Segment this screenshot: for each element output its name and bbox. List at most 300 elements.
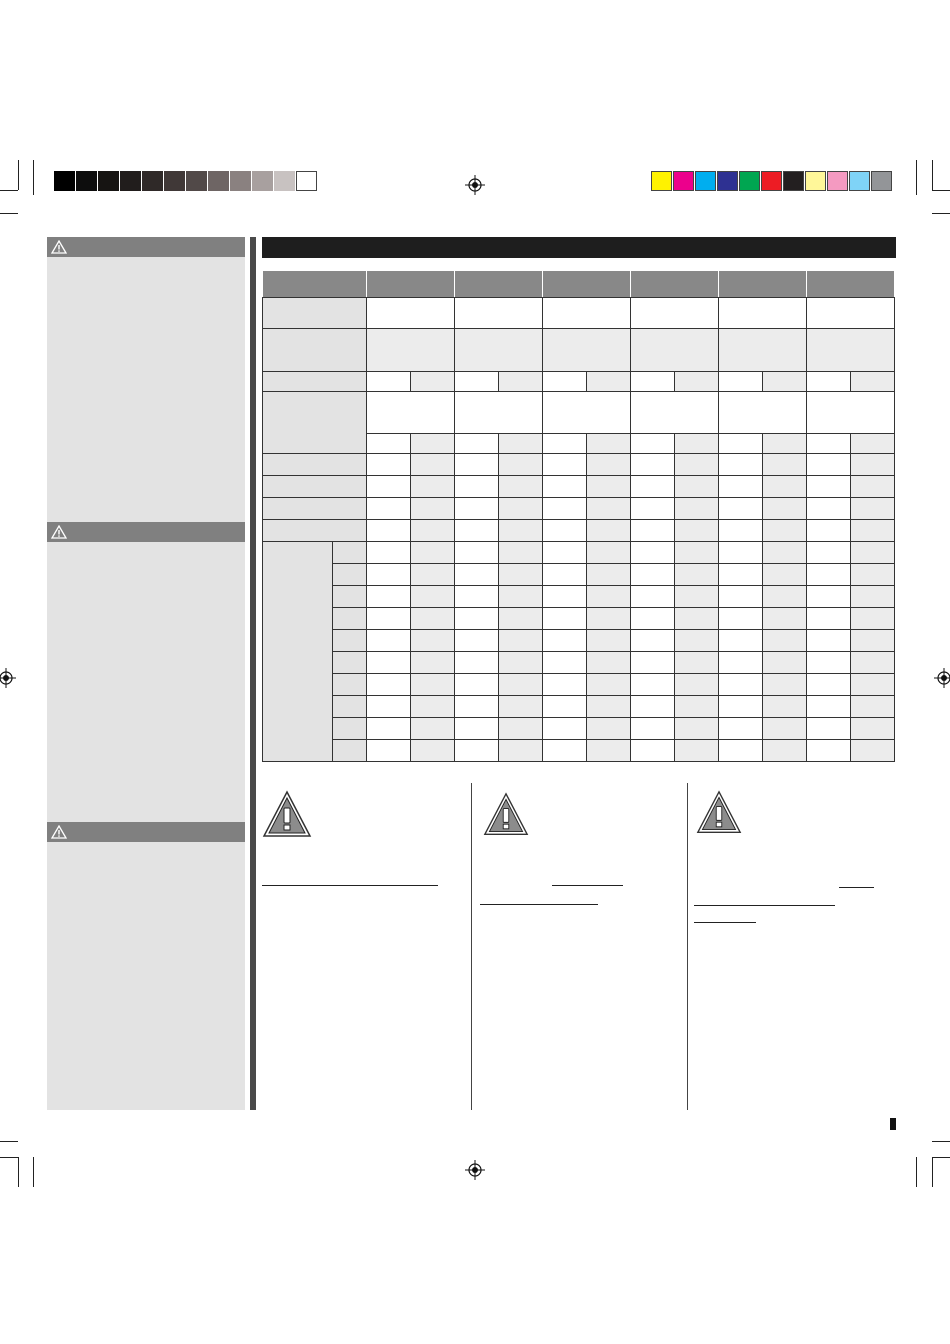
table-cell <box>455 434 499 454</box>
table-cell <box>333 608 367 630</box>
registration-mark-icon <box>934 668 950 688</box>
table-cell <box>367 564 411 586</box>
table-cell <box>763 372 807 392</box>
table-cell <box>499 718 543 740</box>
table-cell <box>675 608 719 630</box>
table-cell <box>763 586 807 608</box>
table-cell <box>763 740 807 762</box>
table-cell <box>763 674 807 696</box>
table-cell <box>587 476 631 498</box>
table-cell <box>763 564 807 586</box>
table-cell <box>807 652 851 674</box>
table-cell <box>807 392 895 434</box>
table-cell <box>807 542 851 564</box>
registration-mark-icon <box>465 1160 485 1180</box>
color-swatch <box>142 171 163 191</box>
table-cell <box>631 271 719 298</box>
table-cell <box>543 454 587 476</box>
table-cell <box>807 696 851 718</box>
table-cell <box>807 271 895 298</box>
column-divider <box>687 783 688 1110</box>
table-cell <box>719 608 763 630</box>
table-cell <box>807 674 851 696</box>
table-cell <box>631 608 675 630</box>
table-cell <box>543 564 587 586</box>
table-cell <box>719 298 807 329</box>
table-cell <box>499 454 543 476</box>
table-cell <box>499 740 543 762</box>
warning-triangle-icon <box>481 792 531 838</box>
table-cell <box>543 392 631 434</box>
table-cell <box>499 372 543 392</box>
table-cell <box>807 718 851 740</box>
table-cell <box>675 718 719 740</box>
table-cell <box>455 329 543 372</box>
crop-mark <box>0 1141 18 1142</box>
table-cell <box>631 476 675 498</box>
table-cell <box>719 740 763 762</box>
table-cell <box>263 298 367 329</box>
table-row <box>263 718 895 740</box>
table-cell <box>367 542 411 564</box>
table-cell <box>631 372 675 392</box>
table-row <box>263 696 895 718</box>
table-cell <box>411 740 455 762</box>
table-cell <box>411 434 455 454</box>
table-cell <box>631 434 675 454</box>
table-row <box>263 271 895 298</box>
color-swatch <box>849 171 870 191</box>
table-cell <box>367 498 411 520</box>
table-cell <box>263 542 333 762</box>
table-cell <box>851 476 895 498</box>
table-cell <box>543 630 587 652</box>
table-cell <box>851 696 895 718</box>
table-cell <box>851 542 895 564</box>
table-cell <box>807 608 851 630</box>
table-cell <box>455 674 499 696</box>
crop-mark <box>18 1157 19 1187</box>
table-row <box>263 454 895 476</box>
table-cell <box>631 696 675 718</box>
table-cell <box>367 392 455 434</box>
color-swatch <box>54 171 75 191</box>
table-cell <box>587 674 631 696</box>
table-cell <box>675 520 719 542</box>
table-cell <box>675 696 719 718</box>
crop-mark <box>932 190 950 191</box>
table-cell <box>367 652 411 674</box>
table-cell <box>719 718 763 740</box>
table-row <box>263 608 895 630</box>
table-cell <box>851 372 895 392</box>
table-cell <box>499 434 543 454</box>
table-cell <box>763 630 807 652</box>
table-cell <box>851 586 895 608</box>
table-cell <box>411 454 455 476</box>
table-cell <box>719 271 807 298</box>
table-cell <box>543 718 587 740</box>
underline <box>552 885 623 886</box>
table-cell <box>499 498 543 520</box>
table-cell <box>333 696 367 718</box>
table-cell <box>719 520 763 542</box>
table-cell <box>333 740 367 762</box>
table-row <box>263 564 895 586</box>
table-cell <box>719 674 763 696</box>
color-swatch <box>208 171 229 191</box>
table-cell <box>763 652 807 674</box>
table-cell <box>587 696 631 718</box>
table-cell <box>675 630 719 652</box>
table-cell <box>411 674 455 696</box>
table-cell <box>367 608 411 630</box>
crop-mark <box>932 1157 950 1158</box>
table-cell <box>807 298 895 329</box>
table-cell <box>587 434 631 454</box>
color-swatch <box>761 171 782 191</box>
table-cell <box>587 630 631 652</box>
underline <box>694 905 835 906</box>
crop-mark <box>916 160 917 195</box>
color-swatch <box>120 171 141 191</box>
table-cell <box>807 476 851 498</box>
table-cell <box>455 608 499 630</box>
table-cell <box>455 542 499 564</box>
table-cell <box>543 329 631 372</box>
color-swatch <box>98 171 119 191</box>
table-cell <box>675 498 719 520</box>
color-swatch <box>673 171 694 191</box>
color-swatch <box>76 171 97 191</box>
table-cell <box>333 718 367 740</box>
table-cell <box>367 630 411 652</box>
table-row <box>263 329 895 372</box>
registration-mark-icon <box>465 175 485 195</box>
crop-mark <box>18 160 19 190</box>
crop-mark <box>0 1157 18 1158</box>
table-cell <box>543 520 587 542</box>
table-cell <box>851 652 895 674</box>
table-cell <box>631 542 675 564</box>
table-cell <box>587 608 631 630</box>
table-cell <box>719 542 763 564</box>
warning-triangle-icon <box>694 790 744 836</box>
table-cell <box>543 674 587 696</box>
table-cell <box>499 630 543 652</box>
table-cell <box>543 434 587 454</box>
warning-icon <box>51 825 67 839</box>
table-cell <box>675 476 719 498</box>
table-cell <box>367 454 411 476</box>
table-cell <box>455 564 499 586</box>
table-cell <box>367 718 411 740</box>
crop-mark <box>33 1157 34 1187</box>
color-swatch <box>274 171 295 191</box>
color-swatch <box>871 171 892 191</box>
table-cell <box>367 476 411 498</box>
table-cell <box>631 718 675 740</box>
table-cell <box>587 718 631 740</box>
table-cell <box>411 586 455 608</box>
table-cell <box>499 564 543 586</box>
table-cell <box>543 372 587 392</box>
table-cell <box>631 674 675 696</box>
table-cell <box>807 520 851 542</box>
table-cell <box>719 372 763 392</box>
table-cell <box>333 630 367 652</box>
table-cell <box>499 608 543 630</box>
table-cell <box>851 434 895 454</box>
table-cell <box>851 718 895 740</box>
table-cell <box>411 498 455 520</box>
table-cell <box>411 718 455 740</box>
table-cell <box>851 498 895 520</box>
table-cell <box>455 696 499 718</box>
color-swatch <box>164 171 185 191</box>
table-row <box>263 542 895 564</box>
table-cell <box>543 271 631 298</box>
table-row <box>263 392 895 434</box>
table-cell <box>675 454 719 476</box>
table-cell <box>499 674 543 696</box>
table-cell <box>631 329 719 372</box>
table-cell <box>455 476 499 498</box>
table-cell <box>719 586 763 608</box>
table-cell <box>455 498 499 520</box>
table-cell <box>587 564 631 586</box>
registration-mark-icon <box>0 668 16 688</box>
color-swatch <box>805 171 826 191</box>
table-cell <box>455 740 499 762</box>
spec-table <box>262 270 895 762</box>
table-cell <box>499 542 543 564</box>
warning-icon <box>51 525 67 539</box>
crop-mark <box>916 1157 917 1187</box>
crop-mark <box>932 1157 933 1187</box>
table-cell <box>263 329 367 372</box>
table-row <box>263 652 895 674</box>
underline <box>694 922 756 923</box>
table-cell <box>263 520 367 542</box>
color-swatch <box>739 171 760 191</box>
table-cell <box>807 454 851 476</box>
table-cell <box>263 271 367 298</box>
table-cell <box>367 298 455 329</box>
table-cell <box>411 520 455 542</box>
table-cell <box>411 542 455 564</box>
table-cell <box>631 298 719 329</box>
table-row <box>263 498 895 520</box>
table-cell <box>499 520 543 542</box>
table-row <box>263 520 895 542</box>
table-cell <box>367 520 411 542</box>
table-cell <box>263 392 367 454</box>
column-separator-bar <box>250 237 256 1110</box>
table-cell <box>763 434 807 454</box>
table-cell <box>263 498 367 520</box>
table-cell <box>807 434 851 454</box>
table-cell <box>367 372 411 392</box>
table-cell <box>675 740 719 762</box>
table-cell <box>851 630 895 652</box>
table-cell <box>719 454 763 476</box>
table-cell <box>587 520 631 542</box>
table-cell <box>455 652 499 674</box>
table-cell <box>675 564 719 586</box>
table-row <box>263 674 895 696</box>
table-cell <box>263 372 367 392</box>
table-cell <box>851 564 895 586</box>
table-cell <box>631 498 675 520</box>
table-cell <box>499 586 543 608</box>
table-cell <box>263 476 367 498</box>
underline <box>839 887 874 888</box>
table-cell <box>675 434 719 454</box>
table-cell <box>543 298 631 329</box>
table-cell <box>587 740 631 762</box>
color-swatch <box>230 171 251 191</box>
table-cell <box>807 586 851 608</box>
table-cell <box>631 740 675 762</box>
table-cell <box>587 454 631 476</box>
color-swatch <box>186 171 207 191</box>
table-cell <box>455 718 499 740</box>
table-cell <box>455 372 499 392</box>
table-cell <box>543 498 587 520</box>
color-swatch <box>651 171 672 191</box>
table-cell <box>367 674 411 696</box>
table-cell <box>675 372 719 392</box>
table-cell <box>763 476 807 498</box>
table-cell <box>675 674 719 696</box>
table-cell <box>719 498 763 520</box>
sidebar <box>47 237 245 1110</box>
table-cell <box>851 454 895 476</box>
table-cell <box>455 454 499 476</box>
table-cell <box>807 498 851 520</box>
crop-mark <box>932 213 950 214</box>
table-cell <box>631 652 675 674</box>
table-cell <box>411 630 455 652</box>
table-cell <box>719 434 763 454</box>
table-cell <box>543 542 587 564</box>
table-cell <box>675 542 719 564</box>
table-cell <box>367 696 411 718</box>
table-cell <box>333 674 367 696</box>
table-cell <box>631 392 719 434</box>
table-cell <box>807 564 851 586</box>
table-cell <box>631 454 675 476</box>
table-cell <box>411 372 455 392</box>
table-cell <box>807 329 895 372</box>
table-cell <box>807 740 851 762</box>
page-title <box>262 237 896 258</box>
table-cell <box>675 586 719 608</box>
crop-mark <box>33 160 34 195</box>
table-cell <box>543 476 587 498</box>
table-cell <box>631 630 675 652</box>
crop-mark <box>932 1141 950 1142</box>
crop-mark <box>0 190 18 191</box>
table-cell <box>631 564 675 586</box>
table-cell <box>851 608 895 630</box>
warning-icon <box>51 240 67 254</box>
table-cell <box>763 608 807 630</box>
warning-triangle-icon <box>262 790 312 840</box>
table-cell <box>411 564 455 586</box>
crop-mark <box>0 213 18 214</box>
table-cell <box>333 652 367 674</box>
table-cell <box>499 476 543 498</box>
table-cell <box>411 652 455 674</box>
table-cell <box>263 454 367 476</box>
table-cell <box>807 630 851 652</box>
color-swatch <box>783 171 804 191</box>
table-cell <box>543 740 587 762</box>
table-cell <box>455 630 499 652</box>
table-cell <box>367 329 455 372</box>
table-row <box>263 630 895 652</box>
table-cell <box>455 298 543 329</box>
table-cell <box>851 674 895 696</box>
table-cell <box>367 271 455 298</box>
color-swatch <box>695 171 716 191</box>
underline <box>480 904 598 905</box>
table-row <box>263 586 895 608</box>
table-cell <box>411 608 455 630</box>
table-cell <box>587 542 631 564</box>
table-cell <box>807 372 851 392</box>
crop-mark <box>932 160 933 190</box>
table-cell <box>333 586 367 608</box>
table-cell <box>719 329 807 372</box>
table-row <box>263 740 895 762</box>
table-cell <box>411 476 455 498</box>
table-cell <box>719 392 807 434</box>
table-cell <box>455 520 499 542</box>
table-cell <box>587 372 631 392</box>
table-cell <box>455 392 543 434</box>
color-swatch <box>827 171 848 191</box>
table-cell <box>763 718 807 740</box>
table-cell <box>719 630 763 652</box>
underline <box>262 885 438 886</box>
table-row <box>263 476 895 498</box>
table-cell <box>763 520 807 542</box>
table-cell <box>851 520 895 542</box>
table-cell <box>587 498 631 520</box>
table-cell <box>675 652 719 674</box>
table-cell <box>587 652 631 674</box>
table-cell <box>543 608 587 630</box>
table-cell <box>719 652 763 674</box>
table-cell <box>631 520 675 542</box>
table-cell <box>333 542 367 564</box>
table-cell <box>763 454 807 476</box>
sidebar-section-header <box>47 237 245 257</box>
color-swatch <box>717 171 738 191</box>
table-cell <box>631 586 675 608</box>
table-row <box>263 298 895 329</box>
table-cell <box>719 696 763 718</box>
page-marker <box>890 1118 896 1130</box>
table-cell <box>367 740 411 762</box>
sidebar-section-header <box>47 822 245 842</box>
table-cell <box>333 564 367 586</box>
table-cell <box>543 696 587 718</box>
table-cell <box>719 564 763 586</box>
